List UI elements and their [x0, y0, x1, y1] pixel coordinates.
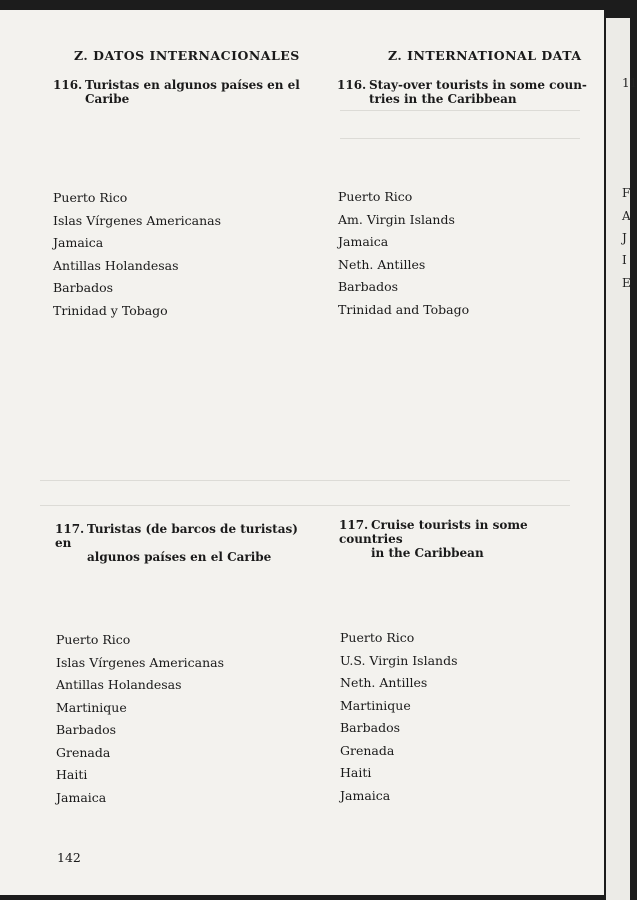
list-item: Puerto Rico — [56, 632, 131, 647]
bleed-through-line — [340, 110, 580, 111]
table117-title-en-line2: in the Caribbean — [371, 546, 484, 560]
list-item: Barbados — [53, 280, 114, 295]
table117-title-en-line1: Cruise tourists in some countries — [339, 518, 528, 546]
table116-title-es — [53, 78, 303, 106]
table116-number-en: 116. — [337, 78, 367, 92]
list-item: U.S. Virgin Islands — [340, 652, 458, 668]
bleed-through-line — [40, 505, 570, 506]
list-item: Barbados — [56, 722, 117, 737]
page-number: 142 — [57, 850, 81, 865]
list-item: Jamaica — [340, 787, 391, 803]
list-item: Islas Vírgenes Americanas — [53, 212, 222, 228]
bleed-through-line — [340, 138, 580, 139]
list-item: Haiti — [340, 765, 372, 780]
list-item: Neth. Antilles — [338, 256, 426, 272]
bleed-through-line — [40, 480, 570, 481]
list-item: Jamaica — [53, 235, 104, 250]
table117-title-es-line1: Turistas (de barcos de turistas) en — [55, 522, 298, 550]
list-item: Trinidad and Tobago — [338, 301, 470, 317]
adjacent-page-edge — [606, 18, 637, 900]
list-item: Antillas Holandesas — [53, 257, 179, 273]
table117-number-en: 117. — [339, 518, 369, 532]
table116-title-en-line1: Stay-over tourists in some coun- — [369, 78, 587, 92]
list-item: Barbados — [338, 279, 399, 294]
adjacent-page-fragment: I — [622, 253, 627, 267]
list-item: Haiti — [56, 767, 88, 782]
list-item: Trinidad y Tobago — [53, 302, 168, 318]
list-item: Islas Vírgenes Americanas — [56, 654, 225, 670]
list-item: Neth. Antilles — [340, 675, 428, 690]
table117-title-es-line2: algunos países en el Caribe — [87, 550, 272, 564]
table116-countries-en — [338, 186, 469, 321]
table116-number-es: 116. — [53, 78, 83, 92]
adjacent-page-fragment: J — [622, 231, 627, 245]
table116-title-es-line1: Turistas en algunos países en el — [85, 78, 300, 92]
table116-title-en — [337, 78, 587, 106]
list-item: Puerto Rico — [340, 630, 415, 645]
header-left: Z. DATOS INTERNACIONALES — [74, 48, 300, 63]
list-item: Martinique — [340, 697, 411, 713]
table117-title-es — [55, 522, 305, 564]
table117-countries-en — [340, 627, 458, 807]
document-page — [0, 10, 604, 895]
table116-countries-es — [53, 187, 221, 322]
header-right: Z. INTERNATIONAL DATA — [388, 48, 582, 63]
list-item: Jamaica — [56, 789, 107, 805]
table116-title-es-line2: Caribe — [85, 92, 130, 106]
table117-countries-es — [56, 629, 224, 809]
list-item: Am. Virgin Islands — [338, 211, 455, 227]
list-item: Puerto Rico — [53, 190, 128, 205]
adjacent-page-fragment: 11 — [622, 76, 637, 90]
list-item: Martinique — [56, 699, 127, 715]
list-item: Grenada — [340, 742, 395, 758]
list-item: Jamaica — [338, 234, 389, 249]
adjacent-page-fragment: F — [622, 186, 631, 200]
list-item: Puerto Rico — [338, 189, 413, 204]
list-item: Barbados — [340, 720, 401, 735]
table116-title-en-line2: tries in the Caribbean — [369, 92, 517, 106]
list-item: Grenada — [56, 744, 111, 760]
adjacent-page-fragment: A — [622, 209, 631, 223]
table117-title-en — [339, 518, 589, 560]
adjacent-page-fragment: E — [622, 276, 631, 290]
table117-number-es: 117. — [55, 522, 85, 536]
list-item: Antillas Holandesas — [56, 677, 182, 692]
